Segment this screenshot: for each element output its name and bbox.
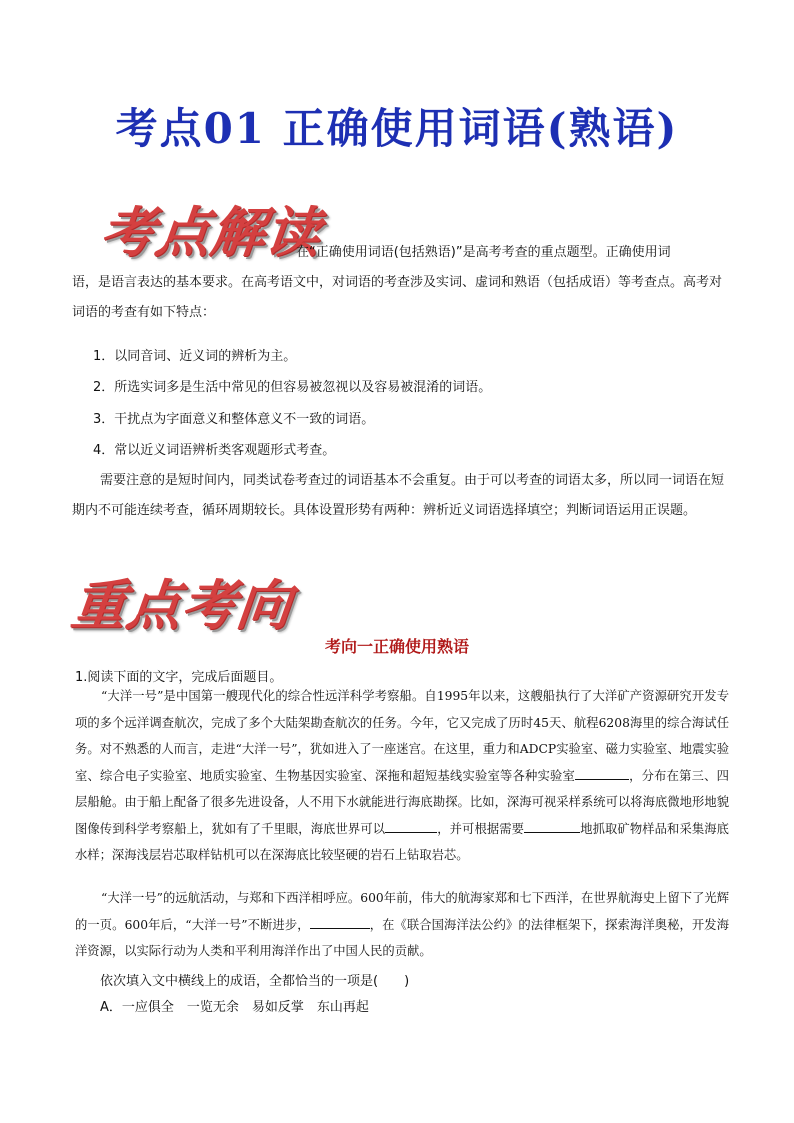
option-a[interactable]: A．一应俱全 一览无余 易如反掌 东山再起: [100, 1000, 369, 1015]
fill-blank-4[interactable]: [310, 916, 370, 929]
passage-text: 地抓取矿物样品和采集海底水样；深海浅层岩芯取样钻机可以在深海底比较坚硬的岩石上钻取岩芯。: [75, 821, 729, 862]
passage-text: “大洋一号”的远航活动，与郑和下西洋相呼应。600年前，伟大的航海家郑和七下西洋，在世界航海史上留下了光辉的一页。600年后，“大洋一号”不断进步，: [75, 891, 729, 932]
page-title: 考点01 正确使用词语(熟语): [115, 104, 679, 153]
feature-point-2: 2．所选实词多是生活中常见的但容易被忽视以及容易被混淆的词语。: [93, 380, 492, 395]
banner-exam-interpretation: 考点解读: [97, 201, 324, 264]
banner-key-directions: 重点考向: [68, 574, 295, 637]
fill-blank-1[interactable]: [575, 767, 629, 780]
question-instruction: 1.阅读下面的文字，完成后面题目。: [75, 670, 283, 685]
feature-point-1: 1．以同音词、近义词的辨析为主。: [93, 349, 297, 364]
passage-paragraph-1: [75, 683, 729, 869]
intro-first-line: 在“正确使用词语(包括熟语)”是高考考查的重点题型。正确使用词: [296, 245, 671, 260]
fill-blank-2[interactable]: [385, 820, 437, 833]
passage-paragraph-2: [75, 885, 729, 965]
passage-text: ，并可根据需要: [437, 821, 525, 836]
note-paragraph: 需要注意的是短时间内，同类试卷考查过的词语基本不会重复。由于可以考查的词语太多，所以同一词语在短期内不可能连续考查，循环周期较长。具体设置形势有两种：辨析近义词语选择填空；判断词语运用正误题。: [72, 473, 725, 518]
passage-text: ，分布在第三、四层船舱。由于船上配备了很多先进设备，人不用下水就能进行海底勘探。比如，深海可视采样系统可以将海底微地形地貌图像传到科学考察船上，犹如有了千里眼，海底世界可以: [75, 768, 729, 836]
question-stem: 依次填入文中横线上的成语，全都恰当的一项是( ): [100, 974, 410, 989]
feature-point-3: 3．干扰点为字面意义和整体意义不一致的词语。: [93, 412, 375, 427]
passage-text: “大洋一号”是中国第一艘现代化的综合性远洋科学考察船。自1995年以来，这艘船执行了大洋矿产资源研究开发专项的多个远洋调查航次，完成了多个大陆架勘查航次的任务。今年，它又完成了历时45天、航程6208海里的综合海试任务。对不熟悉的人而言，走进“大洋一号”，犹如进入了一座迷宫。在这里，重力和ADCP实验室、磁力实验室、地震实验室、综合电子实验室、地质实验室、生物基因实验室、深拖和超短基线实验室等各种实验室: [75, 689, 729, 783]
section-heading: 考向一正确使用熟语: [324, 637, 469, 656]
passage-text: ，在《联合国海洋法公约》的法律框架下，探索海洋奥秘，开发海洋资源，以实际行动为人类和平利用海洋作出了中国人民的贡献。: [75, 917, 729, 958]
feature-point-4: 4．常以近义词语辨析类客观题形式考查。: [93, 443, 336, 458]
fill-blank-3[interactable]: [524, 820, 580, 833]
intro-paragraph: 语，是语言表达的基本要求。在高考语文中，对词语的考查涉及实词、虚词和熟语（包括成语）等考查点。高考对词语的考查有如下特点：: [72, 275, 723, 320]
